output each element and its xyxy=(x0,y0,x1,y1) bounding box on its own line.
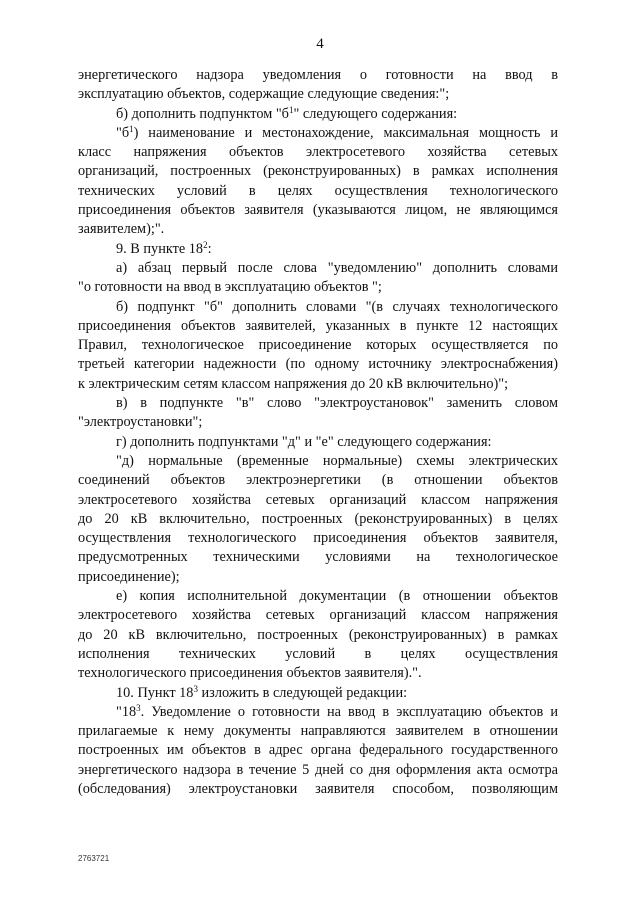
text-segment: класс напряжения объектов электросетевого хозяйства сетевых xyxy=(78,144,558,161)
text-line xyxy=(78,375,558,394)
text-segment: к электрическим сетям классом напряжения до 20 кВ включительно)"; xyxy=(78,375,509,392)
text-segment: "18 xyxy=(116,703,137,720)
text-line xyxy=(78,220,558,239)
superscript: 3 xyxy=(193,683,198,694)
text-segment: 10. Пункт 18 xyxy=(116,684,194,701)
text-line xyxy=(78,413,558,432)
text-line xyxy=(78,548,558,567)
text-segment: а) абзац первый после слова "уведомлению" дополнить словами xyxy=(116,259,558,276)
text-line xyxy=(78,66,558,85)
text-line xyxy=(78,664,558,683)
text-segment: третьей категории надежности (по одному источнику электроснабжения) xyxy=(78,356,558,373)
text-segment: технических условий в целях осуществления технологического xyxy=(78,182,558,199)
text-segment: до 20 кВ включительно, построенных (реконструированных) в рамках xyxy=(78,626,558,643)
document-body xyxy=(78,66,558,799)
text-line xyxy=(78,722,558,741)
text-segment: электросетевого хозяйства сетевых организаций классом напряжения xyxy=(78,491,558,508)
text-segment: предусмотренных техническими условиями на технологическое xyxy=(78,549,558,566)
text-line xyxy=(78,741,558,760)
text-line xyxy=(78,452,558,471)
text-line xyxy=(78,317,558,336)
text-line xyxy=(78,201,558,220)
text-segment: присоединение); xyxy=(78,568,180,585)
text-line xyxy=(78,182,558,201)
text-segment: "о готовности на ввод в эксплуатацию объектов "; xyxy=(78,279,382,296)
superscript: 1 xyxy=(129,123,134,134)
text-line xyxy=(78,510,558,529)
page-number: 4 xyxy=(316,36,324,52)
text-segment: прилагаемые к нему документы направляются заявителем в отношении xyxy=(78,723,558,740)
superscript: 3 xyxy=(136,702,141,713)
text-segment: " следующего содержания: xyxy=(293,105,458,122)
text-segment: (обследования) электроустановки заявителя способом, позволяющим xyxy=(78,780,558,797)
text-line xyxy=(78,568,558,587)
text-segment: . Уведомление о готовности на ввод в эксплуатацию объектов и xyxy=(140,703,558,720)
text-line xyxy=(78,124,558,143)
text-line xyxy=(78,471,558,490)
text-line xyxy=(78,240,558,259)
text-segment: энергетического надзора уведомления о готовности на ввод в xyxy=(78,67,558,83)
text-segment: "д) нормальные (временные нормальные) схемы электрических xyxy=(116,452,558,469)
text-line xyxy=(78,259,558,278)
text-line xyxy=(78,626,558,645)
text-segment: "б xyxy=(116,124,130,141)
text-line xyxy=(78,684,558,703)
text-line xyxy=(78,529,558,548)
text-segment: присоединения объектов заявителя (указываются лицом, не являющимся xyxy=(78,202,558,219)
text-segment: исполнения технических условий в целях осуществления xyxy=(78,645,558,662)
text-segment: эксплуатацию объектов, содержащие следующие сведения:"; xyxy=(78,86,450,103)
text-line xyxy=(78,162,558,181)
text-line xyxy=(78,143,558,162)
text-segment: изложить в следующей редакции: xyxy=(197,684,408,701)
text-segment: заявителем);". xyxy=(78,221,165,238)
text-line xyxy=(78,433,558,452)
text-segment: присоединения объектов заявителей, указанных в пункте 12 настоящих xyxy=(78,317,558,334)
text-line xyxy=(78,278,558,297)
text-line xyxy=(78,645,558,664)
text-segment: е) копия исполнительной документации (в отношении объектов xyxy=(116,588,558,605)
text-line xyxy=(78,587,558,606)
text-line xyxy=(78,85,558,104)
text-segment: организаций, построенных (реконструированных) в рамках исполнения xyxy=(78,163,558,180)
text-line xyxy=(78,780,558,799)
text-line xyxy=(78,355,558,374)
text-line xyxy=(78,298,558,317)
text-line xyxy=(78,761,558,780)
text-line xyxy=(78,703,558,722)
text-line xyxy=(78,491,558,510)
text-segment: соединений объектов электроэнергетики (в отношении объектов xyxy=(78,472,558,489)
text-segment: до 20 кВ включительно, построенных (реконструированных) в целях xyxy=(78,510,558,527)
text-segment: "электроустановки"; xyxy=(78,414,203,431)
text-segment: электросетевого хозяйства сетевых организаций классом напряжения xyxy=(78,607,558,624)
text-segment: б) дополнить подпунктом "б xyxy=(116,105,289,122)
text-segment: в) в подпункте "в" слово "электроустановок" заменить словом xyxy=(116,395,558,412)
superscript: 2 xyxy=(203,239,208,250)
text-segment: 9. В пункте 18 xyxy=(116,240,204,257)
text-line xyxy=(78,606,558,625)
text-segment: г) дополнить подпунктами "д" и "е" следующего содержания: xyxy=(116,433,492,450)
text-segment: осуществления технологического присоединения объектов заявителя, xyxy=(78,530,558,547)
document-code: 2763721 xyxy=(78,854,110,863)
superscript: 1 xyxy=(288,104,294,115)
text-line xyxy=(78,336,558,355)
text-line xyxy=(78,394,558,413)
text-segment: : xyxy=(207,240,212,257)
text-segment: технологического присоединения объектов заявителя).". xyxy=(78,665,422,682)
text-segment: ) наименование и местонахождение, максимальная мощность и xyxy=(133,124,558,141)
text-line xyxy=(78,105,558,124)
text-segment: Правил, технологическое присоединение которых осуществляется по xyxy=(78,337,558,354)
text-segment: б) подпункт "б" дополнить словами "(в случаях технологического xyxy=(116,298,558,315)
text-segment: построенных им объектов в адрес органа федерального государственного xyxy=(78,742,558,759)
text-segment: энергетического надзора в течение 5 дней со дня оформления акта осмотра xyxy=(78,761,558,778)
